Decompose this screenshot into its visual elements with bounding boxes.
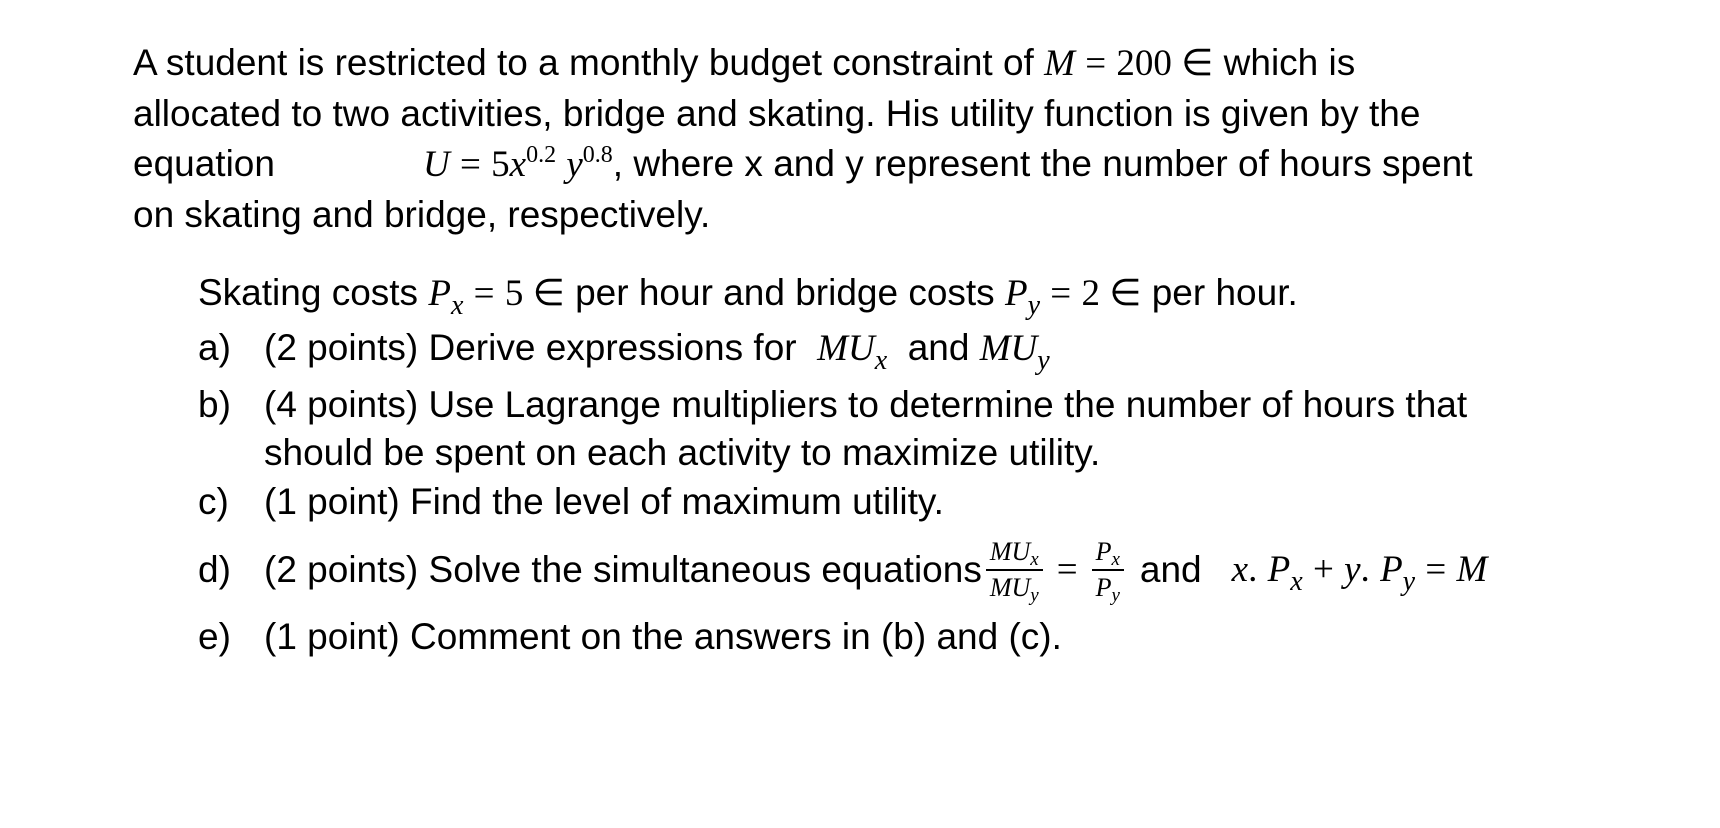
price-ratio-den-subscript: y [1111,584,1120,606]
mu-ratio-num-symbol: MU [989,536,1031,566]
mu-ratio-den-symbol: MU [989,572,1031,602]
budget-equals: = [1085,43,1107,84]
price-y-symbol: P [1004,273,1028,314]
budget-equation [1231,548,1488,597]
budget-eq-m: M [1456,549,1488,590]
mu-y-subscript: y [1037,345,1050,376]
item-d-lead: (2 points) Solve the simultaneous equations [264,548,982,590]
budget-eq-dot-2: . [1360,549,1370,590]
item-b-text [264,381,1618,477]
intro-text-1: A student is restricted to a monthly budget constraint of [133,42,1034,83]
price-y-equals: = [1050,273,1072,314]
price-ratio-den-symbol: P [1095,572,1112,602]
item-a-and: and [907,327,970,368]
costs-mid: per hour and bridge costs [575,272,995,313]
intro-line-3 [133,139,1598,190]
intro-text-3-tail: , where x and y represent the number of hours spent [612,143,1473,184]
item-d-label: d) [198,548,231,590]
price-ratio-denominator [1092,571,1124,606]
item-e-text: (1 point) Comment on the answers in (b) and (c). [264,616,1062,657]
problem-intro [133,38,1603,240]
utility-x: x [509,144,527,185]
intro-text-1-tail: which is [1223,42,1356,83]
ratio-equals: = [1056,549,1078,590]
price-y-subscript: y [1027,290,1041,321]
utility-x-exponent: 0.2 [526,142,557,168]
utility-y: y [566,144,583,185]
item-c-text: (1 point) Find the level of maximum utility. [264,481,944,522]
price-ratio-fraction [1092,536,1124,606]
price-ratio-num-symbol: P [1095,536,1112,566]
utility-equals: = [459,144,481,185]
item-e-label: e) [198,616,231,657]
question-item-e [198,612,1618,662]
price-x-value: 5 ∈ [504,273,565,314]
price-x-symbol: P [428,273,451,314]
item-b-label: b) [198,384,231,425]
costs-line [198,268,1618,323]
budget-eq-equals: = [1425,549,1447,590]
budget-eq-dot-1: . [1248,549,1258,590]
question-item-c [198,477,1618,527]
utility-coefficient: 5 [491,144,510,185]
item-b-line-2: should be spent on each activity to maximize utility. [264,432,1101,473]
budget-eq-px-subscript: x [1290,566,1303,597]
budget-eq-y: y [1344,549,1361,590]
item-a-lead: (2 points) Derive expressions for [264,327,797,368]
intro-line-1 [133,38,1603,89]
mu-x-symbol: MU [817,328,875,369]
item-d-text [264,536,1618,606]
intro-line-2: allocated to two activities, bridge and skating. His utility function is given by the [133,93,1421,134]
mu-ratio-fraction [986,536,1043,606]
budget-eq-py-subscript: y [1402,566,1416,597]
item-a-label: a) [198,327,231,368]
price-ratio-numerator [1092,537,1124,571]
mu-ratio-denominator [986,571,1043,606]
question-block [198,268,1618,662]
budget-eq-x: x [1231,549,1249,590]
budget-variable: M [1044,43,1075,84]
intro-text-3-lead: equation [133,143,275,184]
costs-tail: per hour. [1151,272,1298,313]
budget-eq-py: P [1380,549,1403,590]
price-y-value: 2 ∈ [1081,273,1142,314]
question-item-a [198,323,1618,381]
item-d-and: and [1139,548,1202,590]
price-ratio-num-subscript: x [1111,548,1120,570]
budget-eq-px: P [1267,549,1291,590]
utility-equation [423,143,613,184]
question-item-b [198,381,1618,477]
budget-eq-plus: + [1312,549,1334,590]
question-item-d [198,527,1618,612]
costs-lead: Skating costs [198,272,419,313]
intro-line-4: on skating and bridge, respectively. [133,194,711,235]
mu-y-symbol: MU [979,328,1038,369]
item-b-line-1: (4 points) Use Lagrange multipliers to determine the number of hours that [264,384,1468,425]
budget-value: 200 ∈ [1116,43,1214,84]
price-x-equals: = [473,273,495,314]
utility-y-exponent: 0.8 [582,142,613,168]
price-x-subscript: x [450,290,464,321]
item-c-label: c) [198,481,229,522]
utility-symbol: U [422,144,450,185]
mu-x-subscript: x [874,345,888,376]
item-a-text [264,323,1618,381]
mu-ratio-num-subscript: x [1030,548,1039,570]
mu-ratio-numerator [986,537,1043,571]
utility-equation-wrap [275,139,1598,190]
mu-ratio-den-subscript: y [1030,584,1039,606]
